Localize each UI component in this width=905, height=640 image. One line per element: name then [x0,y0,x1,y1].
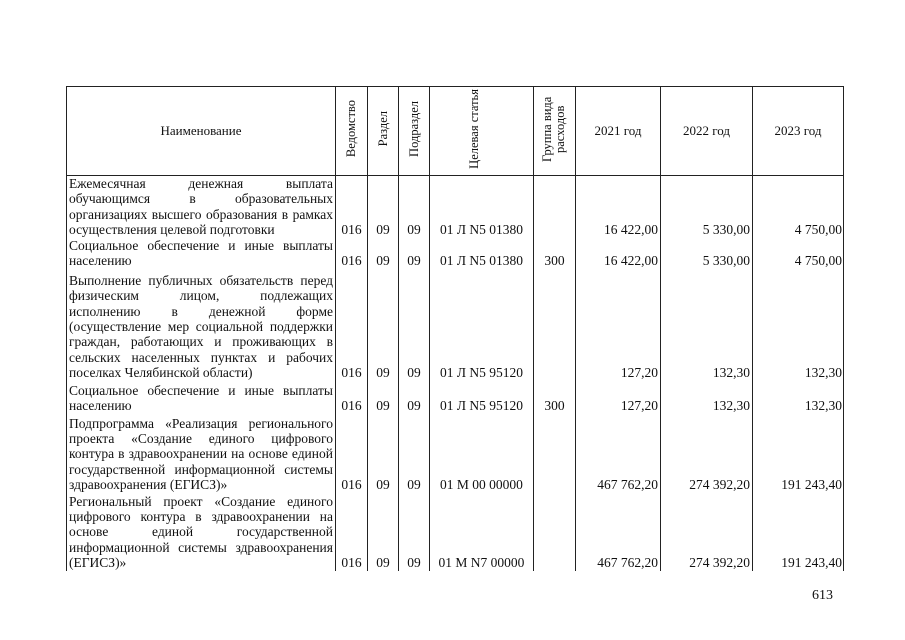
row-dept: 016 [336,238,368,269]
row-2023: 132,30 [753,269,844,381]
row-group [534,414,576,493]
table-row [67,381,844,414]
header-subsection: Подраздел [399,87,430,176]
header-year-2021: 2021 год [576,87,661,176]
row-2021: 467 762,20 [576,414,661,493]
row-2023: 191 243,40 [753,414,844,493]
table-header-row [67,87,844,176]
header-year-2022: 2022 год [661,87,753,176]
row-group: 300 [534,238,576,269]
table-row [67,269,844,381]
row-2023: 4 750,00 [753,176,844,238]
row-2021: 467 762,20 [576,493,661,571]
row-dept: 016 [336,414,368,493]
header-dept: Ведомство [336,87,368,176]
row-subsection: 09 [399,238,430,269]
row-target: 01 Л N5 95120 [430,269,534,381]
header-target: Целевая статья [430,87,534,176]
row-target: 01 Л N5 95120 [430,381,534,414]
budget-table-container [66,86,844,571]
row-section: 09 [368,238,399,269]
row-2023: 191 243,40 [753,493,844,571]
row-2021: 127,20 [576,381,661,414]
row-subsection: 09 [399,381,430,414]
row-target: 01 М 00 00000 [430,414,534,493]
row-name: Выполнение публичных обязательств перед физическим лицом, подлежащих исполнению в денежной форме (осуществление мер социальной поддержки граждан, работающих и проживающих в сельских населенных пунктах и рабочих поселках Челябинской области) [67,269,336,381]
row-section: 09 [368,176,399,238]
row-2023: 132,30 [753,381,844,414]
row-group: 300 [534,381,576,414]
row-target: 01 Л N5 01380 [430,238,534,269]
row-subsection: 09 [399,493,430,571]
row-name: Социальное обеспечение и иные выплаты населению [67,381,336,414]
header-section: Раздел [368,87,399,176]
row-section: 09 [368,269,399,381]
header-name: Наименование [67,87,336,176]
header-group: Группа вида расходов [534,87,576,176]
row-2021: 127,20 [576,269,661,381]
header-year-2023: 2023 год [753,87,844,176]
row-section: 09 [368,381,399,414]
table-row [67,493,844,571]
row-2022: 5 330,00 [661,176,753,238]
row-target: 01 М N7 00000 [430,493,534,571]
row-2022: 274 392,20 [661,493,753,571]
table-row [67,238,844,269]
table-row [67,414,844,493]
row-group [534,269,576,381]
budget-table [66,86,844,571]
row-group [534,493,576,571]
row-section: 09 [368,414,399,493]
row-2022: 5 330,00 [661,238,753,269]
row-2022: 132,30 [661,381,753,414]
row-name: Ежемесячная денежная выплата обучающимся в образовательных организациях высшего образования в рамках осуществления целевой подготовки [67,176,336,238]
row-2022: 274 392,20 [661,414,753,493]
row-2021: 16 422,00 [576,238,661,269]
row-subsection: 09 [399,269,430,381]
row-name: Подпрограмма «Реализация регионального проекта «Создание единого цифрового контура в здравоохранении на основе единой государственной информационной системы здравоохранения (ЕГИСЗ)» [67,414,336,493]
row-dept: 016 [336,269,368,381]
row-name: Региональный проект «Создание единого цифрового контура в здравоохранении на основе единой государственной информационной системы здравоохранения (ЕГИСЗ)» [67,493,336,571]
table-row [67,176,844,238]
row-group [534,176,576,238]
page-number: 613 [812,588,833,603]
row-2021: 16 422,00 [576,176,661,238]
row-dept: 016 [336,381,368,414]
row-dept: 016 [336,176,368,238]
row-dept: 016 [336,493,368,571]
row-section: 09 [368,493,399,571]
row-2023: 4 750,00 [753,238,844,269]
row-subsection: 09 [399,414,430,493]
row-target: 01 Л N5 01380 [430,176,534,238]
row-subsection: 09 [399,176,430,238]
row-2022: 132,30 [661,269,753,381]
row-name: Социальное обеспечение и иные выплаты населению [67,238,336,269]
